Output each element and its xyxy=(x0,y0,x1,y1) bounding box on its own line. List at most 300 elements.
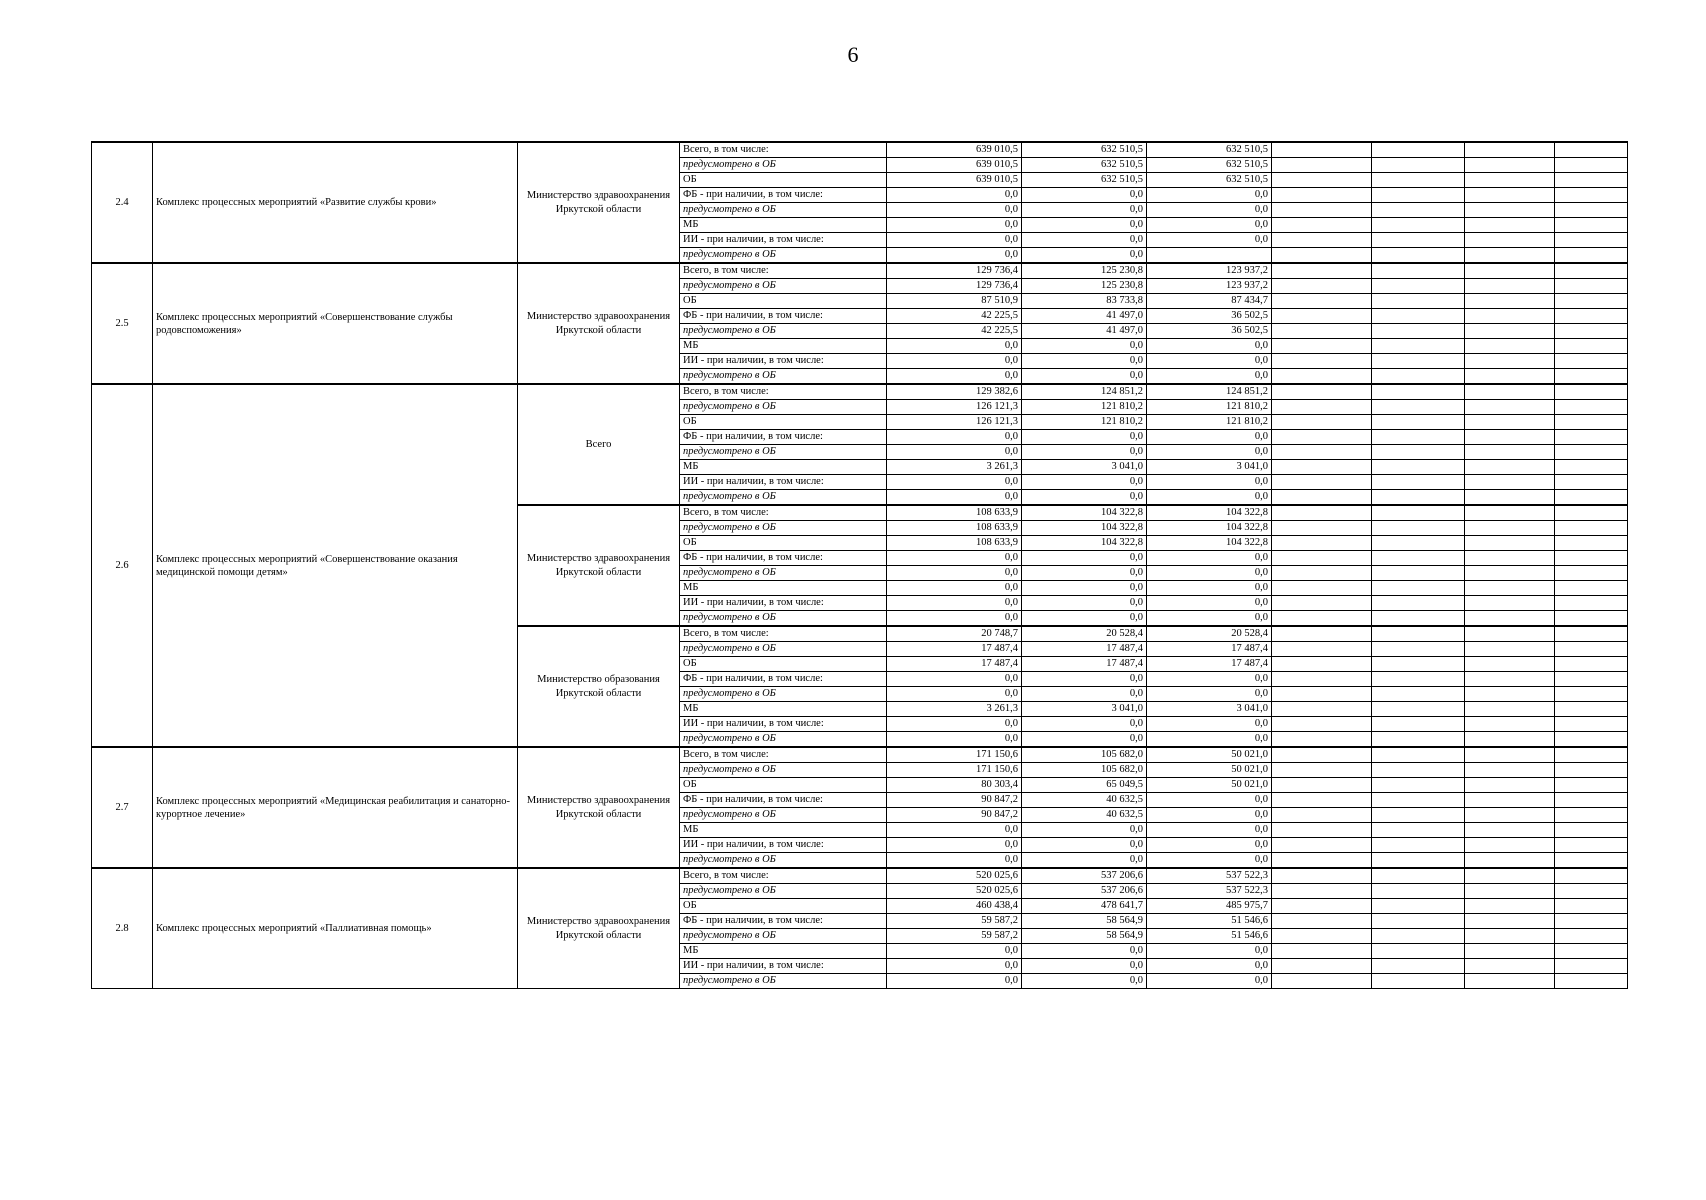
empty-cell xyxy=(1465,354,1555,369)
empty-cell xyxy=(1555,823,1628,838)
empty-cell xyxy=(1555,324,1628,339)
amount-cell: 0,0 xyxy=(1022,566,1147,581)
empty-cell xyxy=(1555,959,1628,974)
section-name: Комплекс процессных мероприятий «Развитие службы крови» xyxy=(153,142,518,263)
funding-source-label: предусмотрено в ОБ xyxy=(680,853,887,869)
amount-cell: 3 261,3 xyxy=(887,702,1022,717)
amount-cell: 123 937,2 xyxy=(1147,279,1272,294)
amount-cell: 0,0 xyxy=(1022,475,1147,490)
amount-cell: 639 010,5 xyxy=(887,158,1022,173)
amount-cell: 20 528,4 xyxy=(1022,626,1147,642)
funding-source-label: предусмотрено в ОБ xyxy=(680,203,887,218)
funding-source-label: ИИ - при наличии, в том числе: xyxy=(680,838,887,853)
empty-cell xyxy=(1555,551,1628,566)
empty-cell xyxy=(1372,551,1465,566)
empty-cell xyxy=(1272,687,1372,702)
empty-cell xyxy=(1272,581,1372,596)
empty-cell xyxy=(1555,173,1628,188)
funding-source-label: ОБ xyxy=(680,536,887,551)
empty-cell xyxy=(1272,233,1372,248)
empty-cell xyxy=(1465,263,1555,279)
amount-cell: 87 434,7 xyxy=(1147,294,1272,309)
amount-cell: 125 230,8 xyxy=(1022,263,1147,279)
empty-cell xyxy=(1465,581,1555,596)
empty-cell xyxy=(1272,536,1372,551)
amount-cell: 0,0 xyxy=(887,566,1022,581)
amount-cell: 0,0 xyxy=(887,445,1022,460)
budget-table-body xyxy=(92,142,1628,989)
empty-cell xyxy=(1465,566,1555,581)
empty-cell xyxy=(1465,717,1555,732)
empty-cell xyxy=(1555,384,1628,400)
amount-cell: 0,0 xyxy=(1147,218,1272,233)
amount-cell: 124 851,2 xyxy=(1147,384,1272,400)
empty-cell xyxy=(1465,838,1555,853)
funding-source-label: Всего, в том числе: xyxy=(680,747,887,763)
empty-cell xyxy=(1372,475,1465,490)
empty-cell xyxy=(1555,445,1628,460)
empty-cell xyxy=(1465,218,1555,233)
empty-cell xyxy=(1465,430,1555,445)
amount-cell: 0,0 xyxy=(1022,218,1147,233)
empty-cell xyxy=(1272,929,1372,944)
empty-cell xyxy=(1372,521,1465,536)
funding-source-label: предусмотрено в ОБ xyxy=(680,400,887,415)
empty-cell xyxy=(1372,884,1465,899)
amount-cell: 51 546,6 xyxy=(1147,914,1272,929)
empty-cell xyxy=(1555,415,1628,430)
empty-cell xyxy=(1372,203,1465,218)
empty-cell xyxy=(1272,611,1372,627)
empty-cell xyxy=(1465,415,1555,430)
empty-cell xyxy=(1555,279,1628,294)
amount-cell: 105 682,0 xyxy=(1022,763,1147,778)
empty-cell xyxy=(1272,339,1372,354)
amount-cell: 0,0 xyxy=(1022,732,1147,748)
empty-cell xyxy=(1372,642,1465,657)
empty-cell xyxy=(1465,884,1555,899)
amount-cell: 485 975,7 xyxy=(1147,899,1272,914)
empty-cell xyxy=(1465,642,1555,657)
empty-cell xyxy=(1555,596,1628,611)
funding-source-label: МБ xyxy=(680,944,887,959)
empty-cell xyxy=(1372,263,1465,279)
empty-cell xyxy=(1555,974,1628,989)
funding-source-label: МБ xyxy=(680,702,887,717)
funding-source-label: предусмотрено в ОБ xyxy=(680,566,887,581)
funding-source-label: МБ xyxy=(680,823,887,838)
funding-source-label: предусмотрено в ОБ xyxy=(680,248,887,264)
empty-cell xyxy=(1272,354,1372,369)
empty-cell xyxy=(1372,868,1465,884)
empty-cell xyxy=(1372,415,1465,430)
empty-cell xyxy=(1372,400,1465,415)
amount-cell: 0,0 xyxy=(1147,808,1272,823)
empty-cell xyxy=(1372,838,1465,853)
empty-cell xyxy=(1555,868,1628,884)
empty-cell xyxy=(1372,369,1465,385)
amount-cell: 0,0 xyxy=(1147,445,1272,460)
amount-cell: 3 041,0 xyxy=(1022,702,1147,717)
empty-cell xyxy=(1272,626,1372,642)
empty-cell xyxy=(1272,853,1372,869)
empty-cell xyxy=(1272,203,1372,218)
empty-cell xyxy=(1272,218,1372,233)
amount-cell: 126 121,3 xyxy=(887,400,1022,415)
funding-source-label: ФБ - при наличии, в том числе: xyxy=(680,914,887,929)
amount-cell: 108 633,9 xyxy=(887,536,1022,551)
amount-cell: 0,0 xyxy=(1147,974,1272,989)
amount-cell: 0,0 xyxy=(887,339,1022,354)
empty-cell xyxy=(1555,808,1628,823)
funding-source-label: ФБ - при наличии, в том числе: xyxy=(680,793,887,808)
amount-cell: 0,0 xyxy=(1022,233,1147,248)
empty-cell xyxy=(1465,747,1555,763)
empty-cell xyxy=(1372,793,1465,808)
empty-cell xyxy=(1372,384,1465,400)
empty-cell xyxy=(1465,626,1555,642)
section-index: 2.4 xyxy=(92,142,153,263)
amount-cell: 90 847,2 xyxy=(887,808,1022,823)
amount-cell: 0,0 xyxy=(1022,339,1147,354)
empty-cell xyxy=(1465,460,1555,475)
amount-cell: 59 587,2 xyxy=(887,929,1022,944)
amount-cell: 0,0 xyxy=(1022,354,1147,369)
amount-cell: 17 487,4 xyxy=(887,642,1022,657)
amount-cell: 520 025,6 xyxy=(887,884,1022,899)
empty-cell xyxy=(1465,823,1555,838)
empty-cell xyxy=(1372,233,1465,248)
funding-source-label: ОБ xyxy=(680,657,887,672)
amount-cell: 0,0 xyxy=(1147,339,1272,354)
amount-cell: 40 632,5 xyxy=(1022,808,1147,823)
empty-cell xyxy=(1372,279,1465,294)
amount-cell: 0,0 xyxy=(887,672,1022,687)
amount-cell: 0,0 xyxy=(1147,611,1272,627)
empty-cell xyxy=(1372,717,1465,732)
empty-cell xyxy=(1465,521,1555,536)
amount-cell: 537 206,6 xyxy=(1022,884,1147,899)
amount-cell: 639 010,5 xyxy=(887,142,1022,158)
empty-cell xyxy=(1272,445,1372,460)
empty-cell xyxy=(1555,430,1628,445)
empty-cell xyxy=(1465,702,1555,717)
amount-cell: 537 206,6 xyxy=(1022,868,1147,884)
amount-cell: 40 632,5 xyxy=(1022,793,1147,808)
empty-cell xyxy=(1555,793,1628,808)
empty-cell xyxy=(1372,581,1465,596)
amount-cell: 0,0 xyxy=(887,551,1022,566)
empty-cell xyxy=(1272,914,1372,929)
empty-cell xyxy=(1555,354,1628,369)
amount-cell: 58 564,9 xyxy=(1022,929,1147,944)
amount-cell: 0,0 xyxy=(887,717,1022,732)
table-row xyxy=(92,263,1628,279)
amount-cell: 0,0 xyxy=(887,248,1022,264)
amount-cell: 0,0 xyxy=(1147,732,1272,748)
empty-cell xyxy=(1272,521,1372,536)
amount-cell: 537 522,3 xyxy=(1147,868,1272,884)
section-name: Комплекс процессных мероприятий «Медицинская реабилитация и санаторно-курортное лечение» xyxy=(153,747,518,868)
budget-table xyxy=(91,141,1628,989)
amount-cell: 0,0 xyxy=(887,838,1022,853)
funding-source-label: предусмотрено в ОБ xyxy=(680,445,887,460)
funding-source-label: Всего, в том числе: xyxy=(680,505,887,521)
funding-source-label: ОБ xyxy=(680,173,887,188)
empty-cell xyxy=(1272,475,1372,490)
amount-cell: 3 041,0 xyxy=(1147,460,1272,475)
amount-cell: 0,0 xyxy=(887,853,1022,869)
empty-cell xyxy=(1272,838,1372,853)
empty-cell xyxy=(1272,672,1372,687)
amount-cell: 0,0 xyxy=(1022,717,1147,732)
table-row xyxy=(92,868,1628,884)
amount-cell: 41 497,0 xyxy=(1022,324,1147,339)
amount-cell: 90 847,2 xyxy=(887,793,1022,808)
amount-cell: 36 502,5 xyxy=(1147,324,1272,339)
empty-cell xyxy=(1555,944,1628,959)
amount-cell: 0,0 xyxy=(887,490,1022,506)
funding-source-label: ФБ - при наличии, в том числе: xyxy=(680,309,887,324)
amount-cell: 0,0 xyxy=(1022,838,1147,853)
amount-cell: 0,0 xyxy=(1147,566,1272,581)
funding-source-label: ИИ - при наличии, в том числе: xyxy=(680,354,887,369)
empty-cell xyxy=(1555,732,1628,748)
amount-cell: 0,0 xyxy=(887,944,1022,959)
empty-cell xyxy=(1372,626,1465,642)
amount-cell: 0,0 xyxy=(1147,959,1272,974)
empty-cell xyxy=(1555,460,1628,475)
empty-cell xyxy=(1465,445,1555,460)
executor-cell: Министерство здравоохранения Иркутской области xyxy=(518,868,680,989)
empty-cell xyxy=(1465,203,1555,218)
empty-cell xyxy=(1272,884,1372,899)
empty-cell xyxy=(1465,248,1555,264)
amount-cell: 17 487,4 xyxy=(887,657,1022,672)
funding-source-label: предусмотрено в ОБ xyxy=(680,808,887,823)
empty-cell xyxy=(1372,460,1465,475)
amount-cell: 124 851,2 xyxy=(1022,384,1147,400)
empty-cell xyxy=(1465,279,1555,294)
funding-source-label: ФБ - при наличии, в том числе: xyxy=(680,672,887,687)
empty-cell xyxy=(1272,868,1372,884)
section-name: Комплекс процессных мероприятий «Паллиативная помощь» xyxy=(153,868,518,989)
empty-cell xyxy=(1272,944,1372,959)
amount-cell: 0,0 xyxy=(1147,188,1272,203)
amount-cell: 0,0 xyxy=(1147,369,1272,385)
empty-cell xyxy=(1465,309,1555,324)
empty-cell xyxy=(1555,702,1628,717)
empty-cell xyxy=(1555,747,1628,763)
amount-cell: 0,0 xyxy=(1022,959,1147,974)
amount-cell: 123 937,2 xyxy=(1147,263,1272,279)
amount-cell: 0,0 xyxy=(1022,672,1147,687)
amount-cell: 0,0 xyxy=(887,611,1022,627)
empty-cell xyxy=(1372,853,1465,869)
empty-cell xyxy=(1372,142,1465,158)
amount-cell: 3 041,0 xyxy=(1022,460,1147,475)
empty-cell xyxy=(1272,551,1372,566)
section-name: Комплекс процессных мероприятий «Совершенствование оказания медицинской помощи детям» xyxy=(153,384,518,747)
amount-cell: 632 510,5 xyxy=(1022,173,1147,188)
empty-cell xyxy=(1465,324,1555,339)
funding-source-label: ОБ xyxy=(680,778,887,793)
funding-source-label: предусмотрено в ОБ xyxy=(680,763,887,778)
empty-cell xyxy=(1555,248,1628,264)
amount-cell: 17 487,4 xyxy=(1022,657,1147,672)
empty-cell xyxy=(1555,687,1628,702)
amount-cell: 0,0 xyxy=(1147,581,1272,596)
amount-cell: 639 010,5 xyxy=(887,173,1022,188)
amount-cell: 41 497,0 xyxy=(1022,309,1147,324)
amount-cell: 0,0 xyxy=(1022,490,1147,506)
funding-source-label: предусмотрено в ОБ xyxy=(680,974,887,989)
page-number: 6 xyxy=(847,42,859,67)
empty-cell xyxy=(1555,400,1628,415)
empty-cell xyxy=(1272,324,1372,339)
empty-cell xyxy=(1465,853,1555,869)
empty-cell xyxy=(1272,823,1372,838)
empty-cell xyxy=(1372,596,1465,611)
funding-source-label: Всего, в том числе: xyxy=(680,263,887,279)
empty-cell xyxy=(1272,490,1372,506)
funding-source-label: предусмотрено в ОБ xyxy=(680,642,887,657)
empty-cell xyxy=(1465,475,1555,490)
amount-cell: 83 733,8 xyxy=(1022,294,1147,309)
empty-cell xyxy=(1555,188,1628,203)
amount-cell: 0,0 xyxy=(1022,188,1147,203)
amount-cell: 50 021,0 xyxy=(1147,778,1272,793)
amount-cell: 0,0 xyxy=(1147,354,1272,369)
empty-cell xyxy=(1555,490,1628,506)
table-row xyxy=(92,747,1628,763)
funding-source-label: предусмотрено в ОБ xyxy=(680,732,887,748)
empty-cell xyxy=(1555,611,1628,627)
amount-cell: 36 502,5 xyxy=(1147,309,1272,324)
amount-cell: 0,0 xyxy=(1022,596,1147,611)
empty-cell xyxy=(1372,430,1465,445)
amount-cell: 125 230,8 xyxy=(1022,279,1147,294)
empty-cell xyxy=(1465,672,1555,687)
section-index: 2.6 xyxy=(92,384,153,747)
table-row xyxy=(92,142,1628,158)
empty-cell xyxy=(1555,672,1628,687)
amount-cell: 0,0 xyxy=(1022,430,1147,445)
empty-cell xyxy=(1555,566,1628,581)
empty-cell xyxy=(1555,838,1628,853)
empty-cell xyxy=(1272,732,1372,748)
empty-cell xyxy=(1555,626,1628,642)
amount-cell: 87 510,9 xyxy=(887,294,1022,309)
amount-cell: 0,0 xyxy=(1147,687,1272,702)
empty-cell xyxy=(1372,248,1465,264)
amount-cell: 121 810,2 xyxy=(1147,400,1272,415)
empty-cell xyxy=(1465,188,1555,203)
empty-cell xyxy=(1465,959,1555,974)
empty-cell xyxy=(1465,657,1555,672)
amount-cell xyxy=(1147,248,1272,264)
amount-cell: 0,0 xyxy=(1147,717,1272,732)
funding-source-label: МБ xyxy=(680,218,887,233)
section-index: 2.5 xyxy=(92,263,153,384)
amount-cell: 0,0 xyxy=(1147,596,1272,611)
empty-cell xyxy=(1465,158,1555,173)
amount-cell: 17 487,4 xyxy=(1147,642,1272,657)
empty-cell xyxy=(1272,309,1372,324)
amount-cell: 0,0 xyxy=(1022,369,1147,385)
empty-cell xyxy=(1272,717,1372,732)
amount-cell: 632 510,5 xyxy=(1147,173,1272,188)
empty-cell xyxy=(1465,596,1555,611)
empty-cell xyxy=(1555,142,1628,158)
empty-cell xyxy=(1372,778,1465,793)
empty-cell xyxy=(1272,384,1372,400)
funding-source-label: ИИ - при наличии, в том числе: xyxy=(680,475,887,490)
empty-cell xyxy=(1555,536,1628,551)
funding-source-label: Всего, в том числе: xyxy=(680,384,887,400)
empty-cell xyxy=(1272,188,1372,203)
empty-cell xyxy=(1272,642,1372,657)
empty-cell xyxy=(1272,899,1372,914)
funding-source-label: ИИ - при наличии, в том числе: xyxy=(680,717,887,732)
amount-cell: 0,0 xyxy=(1022,853,1147,869)
amount-cell: 121 810,2 xyxy=(1022,400,1147,415)
empty-cell xyxy=(1465,384,1555,400)
amount-cell: 0,0 xyxy=(1147,233,1272,248)
empty-cell xyxy=(1465,899,1555,914)
empty-cell xyxy=(1372,823,1465,838)
amount-cell: 0,0 xyxy=(1147,672,1272,687)
amount-cell: 0,0 xyxy=(1022,203,1147,218)
amount-cell: 42 225,5 xyxy=(887,324,1022,339)
funding-source-label: МБ xyxy=(680,581,887,596)
executor-cell: Министерство здравоохранения Иркутской области xyxy=(518,747,680,868)
funding-source-label: предусмотрено в ОБ xyxy=(680,369,887,385)
empty-cell xyxy=(1465,611,1555,627)
empty-cell xyxy=(1372,702,1465,717)
funding-source-label: предусмотрено в ОБ xyxy=(680,687,887,702)
amount-cell: 20 748,7 xyxy=(887,626,1022,642)
amount-cell: 50 021,0 xyxy=(1147,763,1272,778)
funding-source-label: ФБ - при наличии, в том числе: xyxy=(680,430,887,445)
empty-cell xyxy=(1465,173,1555,188)
amount-cell: 0,0 xyxy=(887,959,1022,974)
empty-cell xyxy=(1272,460,1372,475)
empty-cell xyxy=(1465,868,1555,884)
amount-cell: 0,0 xyxy=(887,732,1022,748)
amount-cell: 460 438,4 xyxy=(887,899,1022,914)
empty-cell xyxy=(1372,808,1465,823)
amount-cell: 17 487,4 xyxy=(1022,642,1147,657)
funding-source-label: предусмотрено в ОБ xyxy=(680,521,887,536)
empty-cell xyxy=(1372,173,1465,188)
empty-cell xyxy=(1555,778,1628,793)
empty-cell xyxy=(1372,929,1465,944)
empty-cell xyxy=(1272,142,1372,158)
amount-cell: 478 641,7 xyxy=(1022,899,1147,914)
empty-cell xyxy=(1465,142,1555,158)
empty-cell xyxy=(1555,475,1628,490)
empty-cell xyxy=(1372,763,1465,778)
empty-cell xyxy=(1272,248,1372,264)
empty-cell xyxy=(1465,974,1555,989)
amount-cell: 0,0 xyxy=(887,430,1022,445)
empty-cell xyxy=(1372,536,1465,551)
empty-cell xyxy=(1272,566,1372,581)
amount-cell: 0,0 xyxy=(1147,838,1272,853)
amount-cell: 0,0 xyxy=(1022,687,1147,702)
empty-cell xyxy=(1555,263,1628,279)
